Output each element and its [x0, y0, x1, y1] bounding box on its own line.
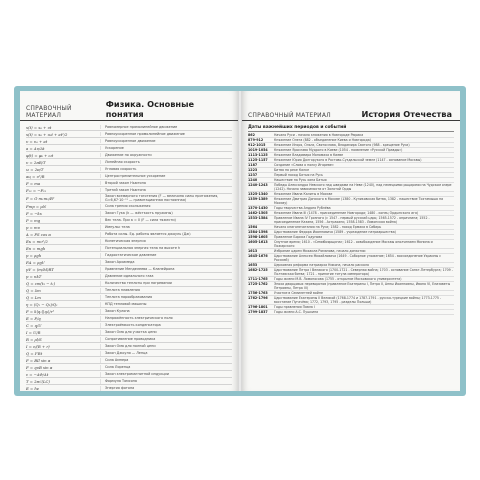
- formula-expression: T = 2π√(LC): [26, 378, 50, 384]
- event-date: 1462-1505: [248, 211, 268, 215]
- formula-row: [26, 217, 232, 224]
- event-description: Смутное время; 1610 - «Семибоярщина»; 1612 - освобождение Москвы ополчением Минина и Пожарского: [274, 240, 433, 248]
- event-description: Царствование Петра I Великого (1700-1721 - Северная война; 1703 - основание Санкт-Петербурга; 1709 - Полтавская битва; 1721 - принятие титула императора): [274, 268, 453, 276]
- history-row: [248, 268, 454, 277]
- formula-expression: υ = υ₀ + at: [26, 138, 48, 144]
- formula-description: Сопротивление проводника: [100, 337, 232, 341]
- event-description: Битва на реке Калке: [274, 168, 310, 172]
- formula-expression: I = ε/(R + r): [26, 343, 50, 349]
- formula-expression: φ(t) = φ₀ + ωt: [26, 152, 54, 158]
- formula-expression: pV = (m/M)RT: [26, 266, 54, 272]
- formula-description: Потенциальная энергия тела на высоте h: [100, 246, 232, 250]
- event-description: Создание «Слова о полку Игореве»: [274, 163, 334, 167]
- formula-row: [26, 187, 232, 194]
- formula-expression: E = hν: [26, 385, 40, 391]
- formula-description: Работа силы. Ед. работы является джоуль (Дж): [100, 232, 232, 236]
- formula-row: [26, 371, 232, 378]
- formula-expression: F₁₂ = −F₂₁: [26, 187, 47, 193]
- event-date: 879-912: [248, 138, 264, 142]
- event-description: Начало книгопечатания на Руси; 1582 - поход Ермака в Сибирь: [274, 225, 382, 229]
- formula-expression: Q = I²Rt: [26, 350, 43, 356]
- formula-row: [26, 287, 232, 294]
- event-description: Церковная реформа патриарха Никона, начало раскола: [274, 263, 369, 267]
- event-date: 1711-1765: [248, 277, 268, 281]
- formula-expression: F = k|q₁||q₂|/r²: [26, 308, 55, 314]
- event-description: Княжение Дмитрия Донского в Москве (1380 - Куликовская битва, 1382 - нашествие Тохтамыша на Москву): [274, 197, 444, 205]
- formula-expression: Eп = mgh: [26, 245, 46, 251]
- event-date: 1613: [248, 249, 258, 253]
- formula-row: [26, 245, 232, 252]
- event-date: 1645-1676: [248, 254, 268, 258]
- formula-expression: x(t) = x₀ + υt: [26, 124, 52, 130]
- formula-description: Движение по окружности: [100, 153, 232, 157]
- formula-row: [26, 210, 232, 217]
- event-description: Царствование Федора Иоанновича (1589 - учреждение патриаршества): [274, 230, 396, 234]
- formula-description: Сила Ампера: [100, 358, 232, 362]
- event-description: Участие в Семилетней войне: [274, 291, 323, 295]
- formula-expression: ω = 2π/T: [26, 166, 44, 172]
- formula-expression: F = ma: [26, 180, 41, 186]
- formula-description: Линейная скорость: [100, 160, 232, 164]
- event-description: Годы правления Павла I: [274, 305, 315, 309]
- formula-description: Вес тела. При a = 0 (F — сила тяжести): [100, 218, 232, 222]
- formula-description: Сила Лоренца: [100, 365, 232, 369]
- formula-row: [26, 138, 232, 145]
- formula-description: Уравнение Менделеева — Клапейрона: [100, 267, 232, 271]
- formula-description: Теплота парообразования: [100, 295, 232, 299]
- formula-row: [26, 385, 232, 391]
- formula-row: [26, 145, 232, 152]
- formula-table: [26, 124, 232, 391]
- history-row: [248, 197, 454, 206]
- event-date: 1584-1598: [248, 230, 268, 234]
- formula-row: [26, 329, 232, 336]
- formula-expression: Fтр = μN: [26, 203, 47, 209]
- history-row: [248, 240, 454, 249]
- formula-row: [26, 378, 232, 385]
- event-description: Начало Руси - начало княжения в Новгороде Рюрика: [274, 133, 364, 137]
- formula-expression: η = (Q₁ − Q₂)/Q₁: [26, 301, 58, 307]
- formula-row: [26, 308, 232, 315]
- formula-description: Закон Гука (k — жёсткость пружины): [100, 211, 232, 215]
- formula-description: Закон электромагнитной индукции: [100, 372, 232, 376]
- formula-description: Формула Томсона: [100, 379, 232, 383]
- formula-row: [26, 231, 232, 238]
- formula-description: Импульс тела: [100, 225, 232, 229]
- event-date: 1682-1725: [248, 268, 268, 272]
- event-description: Правление Бориса Годунова: [274, 235, 323, 239]
- event-date: 1223: [248, 168, 258, 172]
- event-description: Княжение Игоря, Ольги, Святослава, Владимира Святого (988 - крещение Руси): [274, 143, 410, 147]
- formula-expression: R = ρl/S: [26, 336, 42, 342]
- formula-row: [26, 322, 232, 329]
- formula-expression: Q = Lm: [26, 294, 41, 300]
- event-date: 862: [248, 133, 255, 137]
- formula-row: [26, 180, 232, 187]
- event-date: 1113-1125: [248, 153, 268, 157]
- formula-expression: p = nkT: [26, 273, 42, 279]
- event-date: 1370-1430: [248, 206, 268, 210]
- event-description: Царствование Алексея Михайловича (1649 - Соборное уложение; 1654 - воссоединение Украины с Россией): [274, 254, 441, 262]
- formula-description: Равноускоренное прямолинейное движение: [100, 132, 232, 136]
- event-date: 1725-1762: [248, 282, 268, 286]
- formula-description: Давление идеального газа: [100, 274, 232, 278]
- event-description: Первый поход Батыя на Русь: [274, 173, 323, 177]
- history-row: [248, 183, 454, 192]
- formula-row: [26, 252, 232, 259]
- event-description: Годы жизни М.В. Ломоносова (1755 - открытие Московского университета): [274, 277, 402, 281]
- formula-row: [26, 301, 232, 308]
- formula-expression: P = mg: [26, 217, 41, 223]
- formula-description: Угловая скорость: [100, 167, 232, 171]
- formula-row: [26, 173, 232, 180]
- event-description: Царствование Екатерины II Великой (1768-1774 и 1787-1791 - русско-турецкие войны; 1773-1775 - восстание Пугачёва; 1772, 1793, 1795 - разделы Польши): [274, 296, 442, 304]
- event-date: 1796-1801: [248, 305, 268, 309]
- event-date: 1325-1340: [248, 192, 268, 196]
- event-date: 1019-1054: [248, 148, 268, 152]
- history-row: [248, 310, 454, 315]
- event-date: 1240: [248, 178, 258, 182]
- event-date: 912-1015: [248, 143, 266, 147]
- formula-row: [26, 238, 232, 245]
- right-page-header: [242, 107, 460, 121]
- event-description: Победы Александра Невского над шведами на Неве (1240), над немецкими рыцарями на Чудском озере (1242). Начало зависимости от Золотой Орды: [274, 183, 452, 191]
- formula-description: Закон Ома для участка цепи: [100, 330, 232, 334]
- left-page-header: [20, 99, 238, 121]
- event-date: 1598-1605: [248, 235, 268, 239]
- formula-expression: p = ρgh: [26, 252, 42, 258]
- formula-expression: F = qυB sin α: [26, 364, 53, 370]
- formula-row: [26, 124, 232, 131]
- formula-description: Центростремительное ускорение: [100, 174, 232, 178]
- formula-row: [26, 259, 232, 266]
- formula-description: Второй закон Ньютона: [100, 181, 232, 185]
- history-row: [248, 282, 454, 291]
- event-date: 1762-1796: [248, 296, 268, 300]
- formula-description: Равноускоренное движение: [100, 139, 232, 143]
- formula-expression: p = mυ: [26, 224, 40, 230]
- formula-description: Третий закон Ньютона: [100, 188, 232, 192]
- formula-row: [26, 357, 232, 364]
- formula-row: [26, 273, 232, 280]
- left-page: [20, 91, 238, 391]
- right-page-title: История Отечества: [361, 109, 452, 119]
- formula-expression: a = Δυ/Δt: [26, 145, 45, 151]
- formula-description: Электроёмкость конденсатора: [100, 323, 232, 327]
- history-row: [248, 216, 454, 225]
- event-date: 1359-1389: [248, 197, 268, 201]
- history-row: [248, 296, 454, 305]
- formula-expression: F = −kx: [26, 210, 42, 216]
- formula-expression: aц = υ²/R: [26, 173, 45, 179]
- event-date: 1237: [248, 173, 258, 177]
- formula-row: [26, 336, 232, 343]
- formula-row: [26, 294, 232, 301]
- event-date: 1799-1837: [248, 310, 268, 314]
- event-description: Годы жизни А.С. Пушкина: [274, 310, 319, 314]
- history-table: [248, 124, 454, 383]
- formula-description: Теплота плавления: [100, 288, 232, 292]
- formula-row: [26, 266, 232, 273]
- formula-row: [26, 159, 232, 166]
- event-description: Княжение Юрия Долгорукого в Ростово-Суздальской земле (1147 - основание Москвы): [274, 158, 422, 162]
- event-description: Нашествие на Русь хана Батыя: [274, 178, 327, 182]
- formula-expression: I = U/R: [26, 329, 41, 335]
- formula-row: [26, 131, 232, 138]
- formula-expression: Eк = mυ²/2: [26, 238, 48, 244]
- formula-description: Энергия фотона: [100, 386, 232, 390]
- formula-expression: x(t) = x₀ + υ₀t + at²/2: [26, 131, 68, 137]
- event-date: 1756-1763: [248, 291, 268, 295]
- section-title: Даты важнейших периодов и событий: [248, 124, 454, 132]
- formula-row: [26, 350, 232, 357]
- formula-description: Напряжённость электрического поля: [100, 316, 232, 320]
- formula-description: Закон Ома для полной цепи: [100, 344, 232, 348]
- event-description: Княжение Ивана III (1478 - присоединение Новгорода; 1480 - конец Ордынского ига): [274, 211, 419, 215]
- event-date: 1240-1243: [248, 183, 268, 187]
- formula-description: Ускорение: [100, 146, 232, 150]
- event-date: 1125-1157: [248, 158, 268, 162]
- formula-row: [26, 315, 232, 322]
- formula-row: [26, 224, 232, 231]
- event-date: 1564: [248, 225, 258, 229]
- formula-expression: F = G·m₁m₂/R²: [26, 195, 55, 201]
- event-date: 1653: [248, 263, 258, 267]
- formula-expression: A = FS cos α: [26, 231, 51, 237]
- event-description: Эпоха дворцовых переворотов (правление Екатерины I, Петра II, Анны Иоанновны, Ивана VI, Елизаветы Петровны, Петра III): [274, 282, 451, 290]
- formula-expression: C = q/U: [26, 322, 42, 328]
- event-description: Княжение Олега (882 - объединение Киева и Новгорода): [274, 138, 371, 142]
- right-page: [242, 91, 460, 391]
- event-description: Княжение Ивана Калиты в Москве: [274, 192, 333, 196]
- formula-expression: FА = ρgV: [26, 259, 45, 265]
- formula-description: Гидростатическое давление: [100, 253, 232, 257]
- event-description: Избрание царем Михаила Романова, начало династии: [274, 249, 366, 253]
- formula-description: Количество теплоты при нагревании: [100, 281, 232, 285]
- formula-expression: E = F/q: [26, 315, 41, 321]
- formula-description: Равномерное прямолинейное движение: [100, 125, 232, 129]
- formula-description: Закон Архимеда: [100, 260, 232, 264]
- history-row: [248, 254, 454, 263]
- formula-row: [26, 280, 232, 287]
- formula-description: КПД тепловой машины: [100, 302, 232, 306]
- event-date: 1187: [248, 163, 258, 167]
- formula-expression: ε = −ΔΦ/Δt: [26, 371, 49, 377]
- formula-description: Кинетическая энергия: [100, 239, 232, 243]
- left-page-title: Физика. Основные понятия: [105, 99, 195, 119]
- event-description: Годы творчества Андрея Рублёва: [274, 206, 331, 210]
- right-page-subtitle: СПРАВОЧНЫЙ МАТЕРИАЛ: [248, 112, 331, 119]
- formula-row: [26, 152, 232, 159]
- event-description: Княжение Владимира Мономаха в Киеве: [274, 153, 344, 157]
- formula-description: Закон Кулона: [100, 309, 232, 313]
- formula-row: [26, 343, 232, 350]
- formula-row: [26, 194, 232, 203]
- left-page-subtitle: СПРАВОЧНЫЙ МАТЕРИАЛ: [26, 105, 72, 119]
- formula-row: [26, 364, 232, 371]
- formula-expression: Q = cm(t₂ − t₁): [26, 280, 56, 286]
- formula-expression: υ = 2πR/T: [26, 159, 46, 165]
- formula-expression: Q = λm: [26, 287, 41, 293]
- event-date: 1605-1613: [248, 240, 268, 244]
- formula-description: Сила трения скольжения: [100, 204, 232, 208]
- formula-row: [26, 203, 232, 210]
- event-date: 1533-1584: [248, 216, 268, 220]
- formula-description: Закон всемирного тяготения (F — величина силы притяжения, G=6,67·10⁻¹¹ — гравитационная постоянная): [100, 194, 232, 202]
- formula-description: Закон Джоуля — Ленца: [100, 351, 232, 355]
- event-description: Княжение Ярослава Мудрого в Киеве (1054 - появление «Русской Правды»): [274, 148, 403, 152]
- formula-row: [26, 166, 232, 173]
- event-description: Правление Ивана IV Грозного (с 1547 - первый русский царь; 1565-1572 - опричнина; 1552 - присоединение Казани, 1556 - Астрахани, 1558-1583 - Ливонская война): [274, 216, 430, 224]
- formula-expression: F = BIl sin α: [26, 357, 51, 363]
